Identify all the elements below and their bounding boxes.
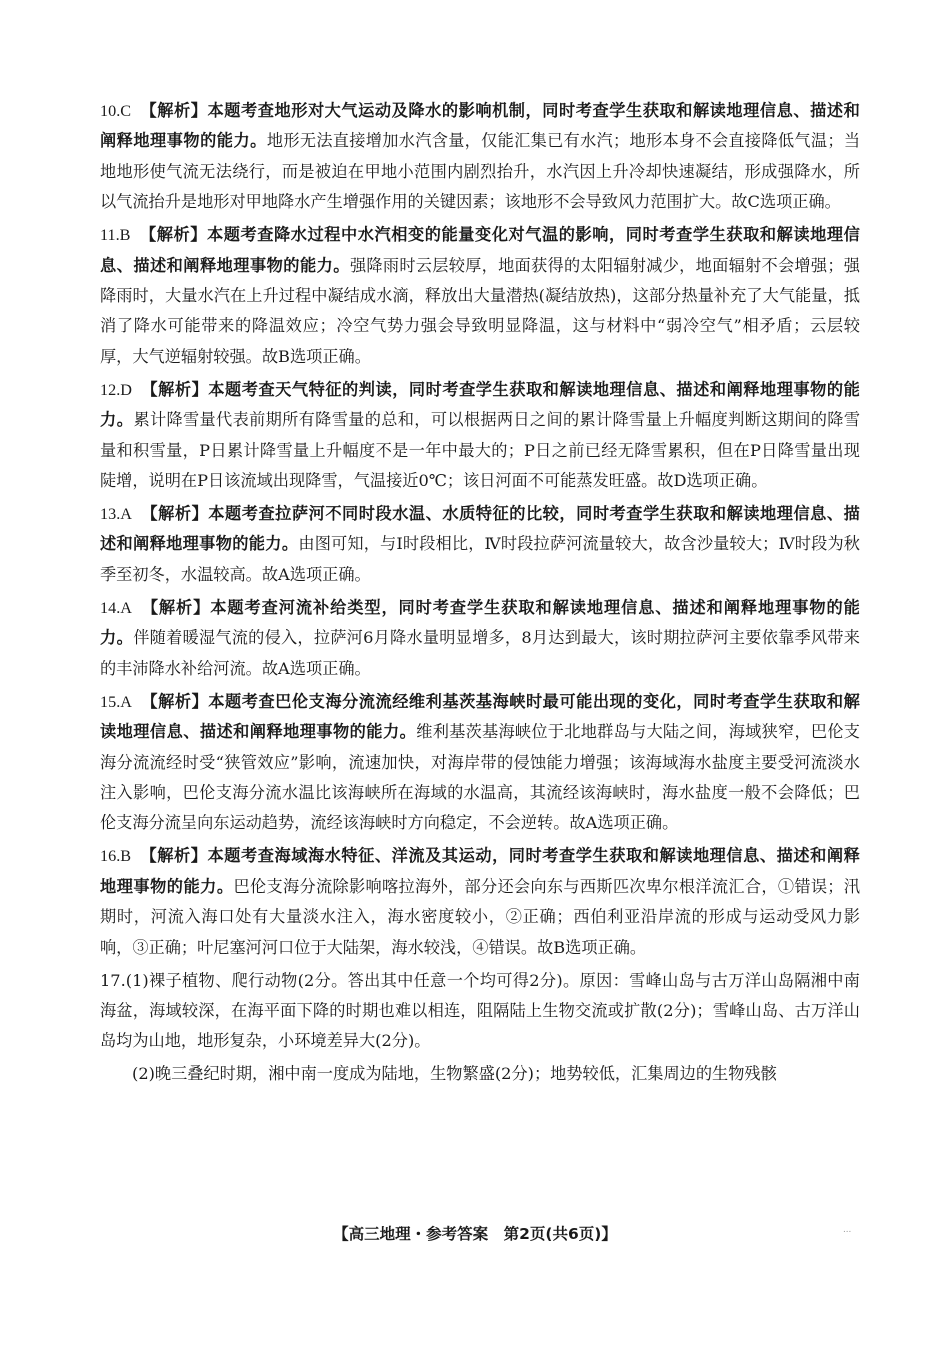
answer-item-15 [100, 687, 860, 839]
item-number: 15. [100, 692, 121, 711]
item-answer: B [120, 847, 132, 866]
item-analysis-lead: 【解析】本题考查巴伦支海分流流经维利基茨基海峡时最可能出现的变化，同时考查学生获取和解读地理信息、描述和阐释地理事物的能力。 [100, 691, 860, 742]
item-analysis-body: 维利基茨基海峡位于北地群岛与大陆之间，海域狭窄，巴伦支海分流流经时受“狭管效应”影响，流速加快，对海岸带的侵蚀能力增强；该海域海水盐度主要受河流淡水注入影响，巴伦支海分流水温比该海峡所在海域的水温高，其流经该海峡时，海水盐度一般不会降低；巴伦支海分流呈向东运动趋势，流经该海峡时方向稳定，不会逆转。故A选项正确。 [100, 722, 860, 833]
item-answer: A [120, 692, 132, 711]
answer-item-17-part-2 [100, 1059, 860, 1089]
item-analysis-body: 伴随着暖湿气流的侵入，拉萨河6月降水量明显增多，8月达到最大，该时期拉萨河主要依靠季风带来的丰沛降水补给河流。故A选项正确。 [100, 628, 860, 678]
item-answer: A [120, 598, 132, 617]
answer-item-16 [100, 841, 860, 963]
item-analysis-body: 地形无法直接增加水汽含量，仅能汇集已有水汽；地形本身不会直接降低气温；当地地形使气流无法绕行，而是被迫在甲地小范围内剧烈抬升，水汽因上升冷却快速凝结，形成强降水，所以气流抬升是地形对甲地降水产生增强作用的关键因素；该地形不会导致风力范围扩大。故C选项正确。 [100, 131, 861, 212]
item-analysis-lead: 【解析】本题考查河流补给类型，同时考查学生获取和解读地理信息、描述和阐释地理事物的能力。 [100, 597, 860, 648]
item-17-part-2-text: (2)晚三叠纪时期，湘中南一度成为陆地，生物繁盛(2分)；地势较低，汇集周边的生物残骸 [132, 1064, 777, 1084]
answer-item-14 [100, 593, 860, 684]
item-number: 12. [100, 380, 121, 399]
item-number: 11. [100, 226, 120, 245]
item-number: 16. [100, 847, 121, 866]
item-17-part-1-text: (1)裸子植物、爬行动物(2分。答出其中任意一个均可得2分)。原因：雪峰山岛与古万洋山岛隔湘中南海盆，海域较深，在海平面下降的时期也难以相连，阻隔陆上生物交流或扩散(2分)；雪峰山岛、古万洋山岛均为山地，地形复杂，小环境差异大(2分)。 [100, 970, 860, 1051]
item-number: 14. [100, 598, 121, 617]
item-analysis-body: 累计降雪量代表前期所有降雪量的总和，可以根据两日之间的累计降雪量上升幅度判断这期间的降雪量和积雪量，P日累计降雪量上升幅度不是一年中最大的；P日之前已经无降雪累积，但在P日降雪量出现陡增，说明在P日该流域出现降雪，气温接近0℃；该日河面不可能蒸发旺盛。故D选项正确。 [100, 410, 861, 491]
answer-item-12 [100, 375, 860, 497]
item-analysis-lead: 【解析】本题考查天气特征的判读，同时考查学生获取和解读地理信息、描述和阐释地理事物的能力。 [100, 379, 860, 430]
answer-item-11 [100, 220, 860, 372]
item-analysis-body: 巴伦支海分流除影响喀拉海外，部分还会向东与西斯匹次卑尔根洋流汇合，①错误；汛期时，河流入海口处有大量淡水注入，海水密度较小，②正确；西伯利亚沿岸流的形成与运动受风力影响，③正确；叶尼塞河河口位于大陆架，海水较浅，④错误。故B选项正确。 [100, 876, 860, 957]
corner-mark: ... [843, 1224, 852, 1235]
item-answer: B [119, 226, 131, 245]
item-answer: C [120, 102, 132, 120]
item-analysis-lead: 【解析】本题考查降水过程中水汽相变的能量变化对气温的影响，同时考查学生获取和解读地理信息、描述和阐释地理事物的能力。 [100, 225, 860, 275]
answer-content [100, 96, 860, 1092]
answer-item-10 [100, 96, 860, 218]
item-analysis-body: 由图可知，与Ⅰ时段相比，Ⅳ时段拉萨河流量较大，故含沙量较大；Ⅳ时段为秋季至初冬，水温较高。故A选项正确。 [100, 534, 860, 584]
item-analysis-lead: 【解析】本题考查地形对大气运动及降水的影响机制，同时考查学生获取和解读地理信息、描述和阐释地理事物的能力。 [100, 101, 860, 151]
item-analysis-body: 强降雨时云层较厚，地面获得的太阳辐射减少，地面辐射不会增强；强降雨时，大量水汽在上升过程中凝结成水滴，释放出大量潜热(凝结放热)，这部分热量补充了大气能量，抵消了降水可能带来的降温效应；冷空气势力强会导致明显降温，这与材料中“弱冷空气”相矛盾；云层较厚，大气逆辐射较强。故B选项正确。 [100, 255, 860, 366]
item-answer: D [120, 380, 132, 399]
item-number: 10. [100, 102, 121, 120]
item-answer: A [120, 505, 132, 524]
item-analysis-lead: 【解析】本题考查拉萨河不同时段水温、水质特征的比较，同时考查学生获取和解读地理信息、描述和阐释地理事物的能力。 [100, 504, 860, 554]
item-number: 17. [100, 970, 126, 990]
answer-item-13 [100, 499, 860, 590]
answer-item-17-part-1 [100, 966, 860, 1057]
item-number: 13. [100, 505, 121, 524]
page-footer: 【高三地理・参考答案 第2页(共6页)】 [333, 1225, 617, 1243]
item-analysis-lead: 【解析】本题考查海域海水特征、洋流及其运动，同时考查学生获取和解读地理信息、描述和阐释地理事物的能力。 [100, 846, 860, 896]
